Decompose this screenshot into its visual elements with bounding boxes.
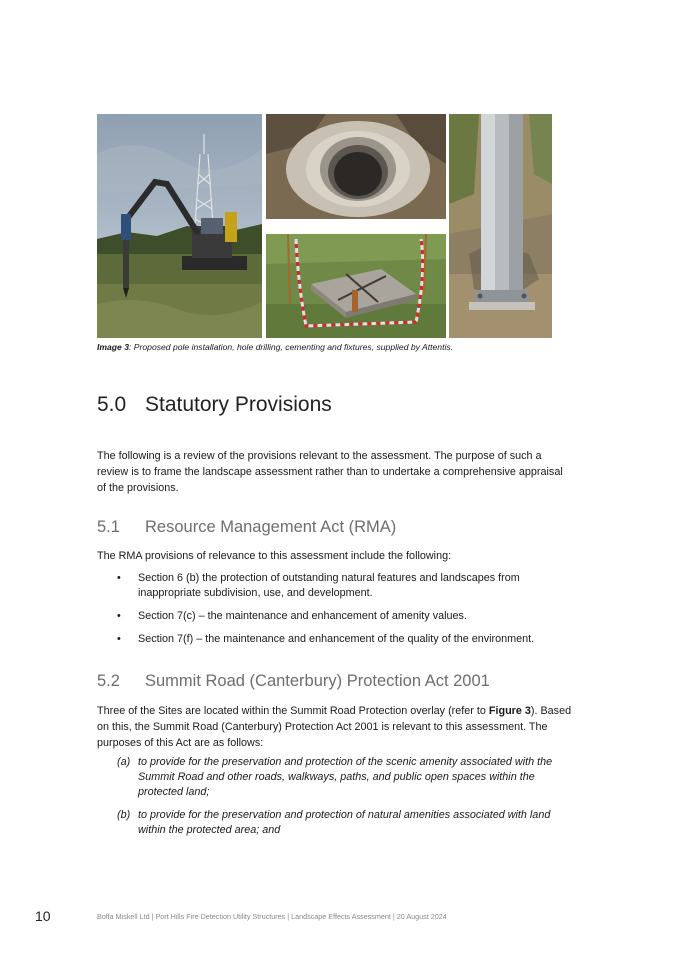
image-caption (97, 342, 453, 352)
excavator-drilling-photo (97, 114, 262, 338)
list-item-text: Section 7(c) – the maintenance and enhancement of amenity values. (138, 610, 467, 622)
subsection-heading-5-2 (97, 672, 490, 691)
list-item-text: to provide for the preservation and protection of natural amenities associated with land within the protected area; and (138, 809, 551, 836)
subsection-title: Resource Management Act (RMA) (145, 518, 397, 536)
page-footer: Boffa Miskell Ltd | Port Hills Fire Detection Utility Structures | Landscape Effects Assessment | 20 August 2024 (97, 912, 447, 921)
subsection-number: 5.2 (97, 672, 120, 690)
bullet-marker: • (117, 633, 121, 645)
drilled-hole-photo (266, 114, 446, 219)
list-marker: (a) (117, 756, 131, 768)
caption-text: : Proposed pole installation, hole drilling, cementing and fixtures, supplied by Attentis. (129, 342, 454, 352)
list-item (117, 571, 572, 601)
section-5-intro: The following is a review of the provisions relevant to the assessment. The purpose of such a review is to frame the landscape assessment rather than to undertake a comprehensive appraisal of the provisions. (97, 450, 563, 494)
rma-intro: The RMA provisions of relevance to this assessment include the following: (97, 550, 452, 562)
subsection-heading-5-1 (97, 518, 396, 537)
rma-provisions-list (117, 571, 572, 655)
intro-text-before: Three of the Sites are located within the Summit Road Protection overlay (refer to (97, 705, 489, 717)
list-item (117, 609, 572, 624)
intro-text-after: ). Based on this, the Summit Road (Canterbury) Protection Act 2001 is relevant to this assessment. The purposes of this Act are as follows: (97, 705, 572, 749)
list-item-text: Section 6 (b) the protection of outstanding natural features and landscapes from inappropriate subdivision, use, and development. (138, 572, 520, 599)
figure-reference: Figure 3 (488, 705, 531, 717)
bullet-marker: • (117, 610, 121, 622)
page-number: 10 (35, 908, 51, 924)
photo-collage (97, 114, 552, 338)
list-marker: (b) (117, 809, 131, 821)
act-purposes-list (117, 755, 577, 846)
pole-base-photo (449, 114, 552, 338)
list-item (117, 755, 577, 800)
subsection-number: 5.1 (97, 518, 120, 536)
list-item (117, 632, 572, 647)
bullet-marker: • (117, 572, 121, 584)
section-title: Statutory Provisions (145, 393, 332, 416)
cement-pad-photo (266, 234, 446, 338)
summit-road-intro (97, 703, 572, 751)
list-item-text: to provide for the preservation and protection of the scenic amenity associated with the Summit Road and other roads, walkways, paths, and public open spaces within the protected land; (138, 756, 553, 798)
subsection-title: Summit Road (Canterbury) Protection Act 2001 (145, 672, 490, 690)
section-heading-5 (97, 393, 332, 417)
section-number: 5.0 (97, 393, 127, 416)
caption-label: Image 3 (97, 342, 130, 352)
list-item (117, 808, 577, 838)
list-item-text: Section 7(f) – the maintenance and enhancement of the quality of the environment. (138, 633, 535, 645)
